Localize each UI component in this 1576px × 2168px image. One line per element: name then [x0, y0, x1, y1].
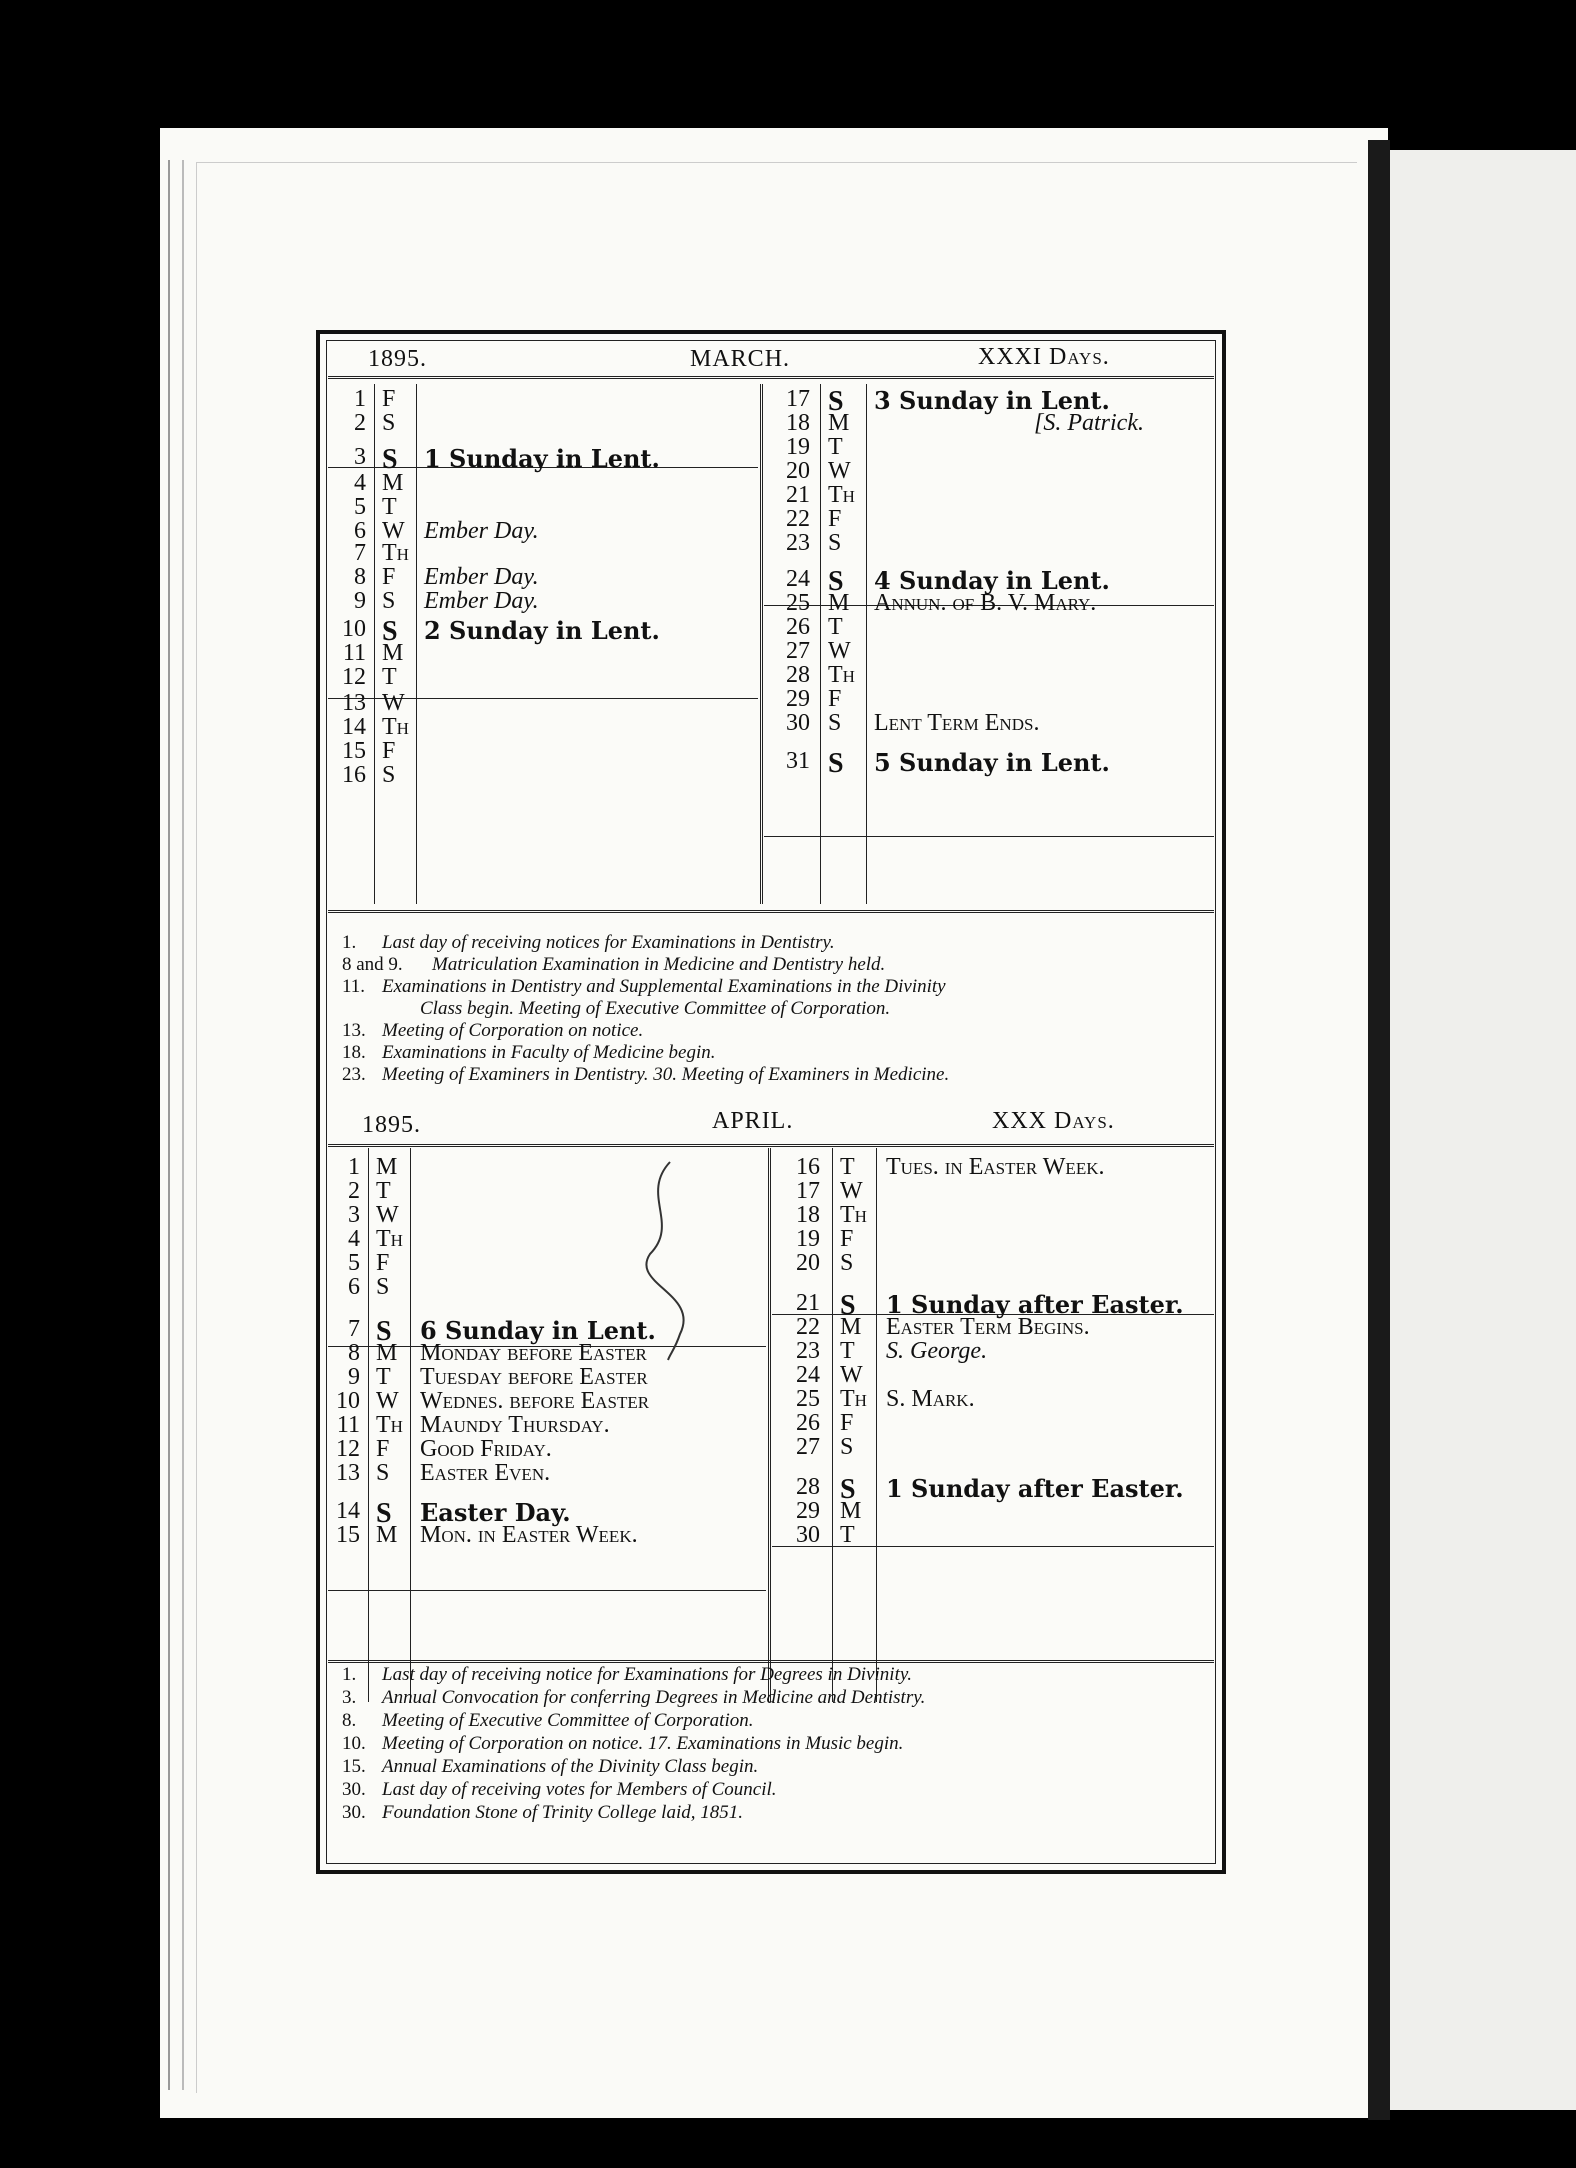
- april-day-number: 27: [796, 1434, 820, 1460]
- april-day-of-week: F: [840, 1226, 854, 1252]
- april-day-of-week: S: [376, 1498, 392, 1529]
- march-day-number: 29: [786, 686, 810, 712]
- april-note-number: 8.: [342, 1710, 357, 1731]
- march-day-of-week: T: [828, 614, 843, 640]
- march-day-of-week: S: [828, 748, 844, 779]
- april-note-number: 30.: [342, 1802, 366, 1823]
- march-header-rule: [328, 376, 1214, 379]
- april-day-number: 29: [796, 1498, 820, 1524]
- april-event: Maundy Thursday.: [420, 1412, 610, 1438]
- april-day-number: 6: [348, 1274, 360, 1300]
- april-day-number: 20: [796, 1250, 820, 1276]
- march-notes-rule: [328, 910, 1214, 913]
- book-spine: [1368, 140, 1390, 2120]
- march-event: Ember Day.: [424, 518, 539, 544]
- march-rule: [416, 384, 417, 904]
- april-day-of-week: M: [376, 1340, 398, 1366]
- march-day-of-week: F: [828, 506, 842, 532]
- march-day-number: 18: [786, 410, 810, 436]
- april-note-text: Last day of receiving notice for Examinations for Degrees in Divinity.: [382, 1664, 912, 1685]
- march-day-of-week: W: [382, 690, 405, 716]
- march-note-number: 8 and 9.: [342, 954, 403, 975]
- march-day-number: 25: [786, 590, 810, 616]
- april-day-number: 12: [336, 1436, 360, 1462]
- april-day-of-week: S: [376, 1316, 392, 1347]
- march-day-number: 22: [786, 506, 810, 532]
- april-note-text: Annual Examinations of the Divinity Class begin.: [382, 1756, 759, 1777]
- march-day-of-week: TH: [382, 714, 409, 740]
- april-day-number: 1: [348, 1154, 360, 1180]
- april-day-of-week: S: [840, 1290, 856, 1321]
- march-event: Ember Day.: [424, 564, 539, 590]
- march-event: 1 Sunday in Lent.: [424, 444, 660, 473]
- april-day-number: 11: [336, 1412, 360, 1438]
- april-note-text: Annual Convocation for conferring Degrees in Medicine and Dentistry.: [382, 1687, 926, 1708]
- march-day-number: 19: [786, 434, 810, 460]
- march-note-text: Meeting of Corporation on notice.: [382, 1020, 644, 1041]
- march-note-text: Class begin. Meeting of Executive Committee of Corporation.: [420, 998, 891, 1019]
- march-note-number: 23.: [342, 1064, 366, 1085]
- march-event: 5 Sunday in Lent.: [874, 748, 1110, 777]
- march-day-number: 11: [342, 640, 366, 666]
- april-week-rule: [328, 1590, 766, 1591]
- march-day-of-week: S: [828, 710, 842, 736]
- april-day-number: 19: [796, 1226, 820, 1252]
- march-day-number: 7: [354, 540, 366, 566]
- april-day-of-week: S: [840, 1434, 854, 1460]
- march-day-of-week: S: [828, 530, 842, 556]
- march-year: 1895.: [368, 346, 427, 372]
- april-event: Wednes. before Easter: [420, 1388, 650, 1414]
- march-day-of-week: S: [382, 410, 396, 436]
- april-day-number: 25: [796, 1386, 820, 1412]
- march-rule: [820, 384, 821, 904]
- april-day-of-week: W: [376, 1202, 399, 1228]
- april-note-number: 10.: [342, 1733, 366, 1754]
- april-day-of-week: TH: [840, 1386, 867, 1412]
- april-day-number: 3: [348, 1202, 360, 1228]
- april-event: Tues. in Easter Week.: [886, 1154, 1105, 1180]
- april-day-number: 10: [336, 1388, 360, 1414]
- april-day-number: 2: [348, 1178, 360, 1204]
- april-event: 1 Sunday after Easter.: [886, 1474, 1184, 1503]
- april-note-number: 1.: [342, 1664, 357, 1685]
- april-day-number: 21: [796, 1290, 820, 1316]
- april-day-of-week: S: [376, 1274, 390, 1300]
- march-day-number: 28: [786, 662, 810, 688]
- march-days-count: XXXI Days.: [978, 344, 1110, 370]
- april-day-of-week: F: [840, 1410, 854, 1436]
- april-note-text: Foundation Stone of Trinity College laid, 1851.: [382, 1802, 743, 1823]
- march-note-number: 1.: [342, 932, 357, 953]
- april-note-number: 3.: [342, 1687, 357, 1708]
- march-event: [S. Patrick.: [1034, 410, 1144, 436]
- april-day-number: 9: [348, 1364, 360, 1390]
- march-note-text: Examinations in Dentistry and Supplemental Examinations in the Divinity: [382, 976, 946, 997]
- march-day-number: 27: [786, 638, 810, 664]
- april-event: S. George.: [886, 1338, 988, 1364]
- march-day-number: 15: [342, 738, 366, 764]
- april-title: APRIL.: [712, 1108, 794, 1134]
- april-day-of-week: M: [376, 1522, 398, 1548]
- april-day-number: 22: [796, 1314, 820, 1340]
- april-event: Easter Day.: [420, 1498, 571, 1527]
- march-day-of-week: M: [828, 590, 850, 616]
- april-day-of-week: S: [376, 1460, 390, 1486]
- march-day-of-week: F: [828, 686, 842, 712]
- march-day-of-week: M: [828, 410, 850, 436]
- april-day-number: 13: [336, 1460, 360, 1486]
- april-day-number: 24: [796, 1362, 820, 1388]
- march-day-number: 1: [354, 386, 366, 412]
- march-event: 2 Sunday in Lent.: [424, 616, 660, 645]
- march-note-text: Examinations in Faculty of Medicine begin.: [382, 1042, 716, 1063]
- april-rule: [368, 1148, 369, 1702]
- april-rule: [410, 1148, 411, 1702]
- april-event: S. Mark.: [886, 1386, 975, 1412]
- april-notes-rule: [328, 1660, 1214, 1663]
- april-note-text: Last day of receiving votes for Members of Council.: [382, 1779, 777, 1800]
- march-day-number: 16: [342, 762, 366, 788]
- march-note-text: Meeting of Examiners in Dentistry. 30. Meeting of Examiners in Medicine.: [382, 1064, 950, 1085]
- march-center-rule: [760, 384, 763, 904]
- april-day-number: 30: [796, 1522, 820, 1548]
- april-event: Easter Even.: [420, 1460, 551, 1486]
- april-header-rule: [328, 1144, 1214, 1147]
- march-day-of-week: M: [382, 470, 404, 496]
- march-day-of-week: M: [382, 640, 404, 666]
- march-day-number: 30: [786, 710, 810, 736]
- march-day-of-week: S: [382, 762, 396, 788]
- april-event: Easter Term Begins.: [886, 1314, 1090, 1340]
- april-note-text: Meeting of Executive Committee of Corporation.: [382, 1710, 754, 1731]
- march-day-number: 31: [786, 748, 810, 774]
- march-day-of-week: S: [828, 386, 844, 417]
- april-day-of-week: T: [840, 1338, 855, 1364]
- april-rule: [832, 1148, 833, 1702]
- march-event: Ember Day.: [424, 588, 539, 614]
- april-week-rule: [772, 1546, 1214, 1547]
- march-day-of-week: F: [382, 738, 396, 764]
- march-day-number: 10: [342, 616, 366, 642]
- april-day-of-week: T: [376, 1178, 391, 1204]
- march-day-of-week: F: [382, 564, 396, 590]
- march-day-number: 26: [786, 614, 810, 640]
- march-event: Annun. of B. V. Mary.: [874, 590, 1097, 616]
- april-event: 6 Sunday in Lent.: [420, 1316, 656, 1345]
- april-day-of-week: M: [376, 1154, 398, 1180]
- march-day-number: 17: [786, 386, 810, 412]
- march-day-of-week: TH: [382, 540, 409, 566]
- march-day-of-week: S: [382, 588, 396, 614]
- april-day-number: 4: [348, 1226, 360, 1252]
- march-day-of-week: W: [382, 518, 405, 544]
- march-day-number: 24: [786, 566, 810, 592]
- april-day-of-week: TH: [376, 1412, 403, 1438]
- march-day-of-week: T: [382, 664, 397, 690]
- march-day-number: 23: [786, 530, 810, 556]
- april-day-of-week: T: [840, 1154, 855, 1180]
- march-note-number: 11.: [342, 976, 366, 997]
- march-day-of-week: TH: [828, 482, 855, 508]
- april-day-of-week: TH: [840, 1202, 867, 1228]
- april-day-number: 17: [796, 1178, 820, 1204]
- march-note-text: Last day of receiving notices for Examinations in Dentistry.: [382, 932, 835, 953]
- march-event: 4 Sunday in Lent.: [874, 566, 1110, 595]
- march-day-of-week: W: [828, 638, 851, 664]
- april-day-of-week: S: [840, 1474, 856, 1505]
- march-day-number: 12: [342, 664, 366, 690]
- march-note-number: 18.: [342, 1042, 366, 1063]
- march-day-number: 20: [786, 458, 810, 484]
- march-rule: [866, 384, 867, 904]
- april-event: Good Friday.: [420, 1436, 552, 1462]
- april-days-count: XXX Days.: [992, 1108, 1115, 1134]
- april-event: Monday before Easter: [420, 1340, 647, 1366]
- april-day-number: 26: [796, 1410, 820, 1436]
- march-day-of-week: TH: [828, 662, 855, 688]
- march-title: MARCH.: [690, 346, 791, 372]
- march-day-number: 14: [342, 714, 366, 740]
- march-rule: [374, 384, 375, 904]
- april-day-of-week: W: [840, 1362, 863, 1388]
- april-day-of-week: F: [376, 1436, 390, 1462]
- march-day-number: 4: [354, 470, 366, 496]
- april-event: Tuesday before Easter: [420, 1364, 648, 1390]
- april-day-number: 28: [796, 1474, 820, 1500]
- march-day-of-week: T: [382, 494, 397, 520]
- april-rule: [876, 1148, 877, 1702]
- march-day-number: 5: [354, 494, 366, 520]
- march-day-of-week: W: [828, 458, 851, 484]
- march-day-number: 3: [354, 444, 366, 470]
- april-note-number: 15.: [342, 1756, 366, 1777]
- march-note-number: 13.: [342, 1020, 366, 1041]
- march-day-of-week: S: [382, 616, 398, 647]
- calendar-frame: [316, 330, 1226, 1874]
- april-day-of-week: TH: [376, 1226, 403, 1252]
- april-day-of-week: T: [376, 1364, 391, 1390]
- march-day-of-week: F: [382, 386, 396, 412]
- april-day-of-week: M: [840, 1498, 862, 1524]
- april-note-text: Meeting of Corporation on notice. 17. Examinations in Music begin.: [382, 1733, 904, 1754]
- march-week-rule: [764, 836, 1214, 837]
- march-day-number: 2: [354, 410, 366, 436]
- april-day-number: 15: [336, 1522, 360, 1548]
- april-day-of-week: W: [376, 1388, 399, 1414]
- april-day-of-week: M: [840, 1314, 862, 1340]
- march-note-text: Matriculation Examination in Medicine and Dentistry held.: [432, 954, 886, 975]
- march-day-number: 13: [342, 690, 366, 716]
- april-day-number: 18: [796, 1202, 820, 1228]
- april-day-number: 5: [348, 1250, 360, 1276]
- april-event: 1 Sunday after Easter.: [886, 1290, 1184, 1319]
- march-event: 3 Sunday in Lent.: [874, 386, 1110, 415]
- april-day-number: 7: [348, 1316, 360, 1342]
- march-day-number: 9: [354, 588, 366, 614]
- page-edge: [168, 160, 184, 2090]
- april-day-number: 8: [348, 1340, 360, 1366]
- facing-page: [1390, 150, 1576, 2110]
- april-day-of-week: S: [840, 1250, 854, 1276]
- march-event: Lent Term Ends.: [874, 710, 1040, 736]
- march-day-number: 8: [354, 564, 366, 590]
- april-note-number: 30.: [342, 1779, 366, 1800]
- april-center-rule: [768, 1148, 771, 1702]
- april-day-number: 16: [796, 1154, 820, 1180]
- pencil-scribble-icon: [620, 1154, 710, 1364]
- april-year: 1895.: [362, 1112, 421, 1138]
- april-day-number: 14: [336, 1498, 360, 1524]
- march-day-of-week: S: [828, 566, 844, 597]
- april-day-of-week: T: [840, 1522, 855, 1548]
- march-day-number: 6: [354, 518, 366, 544]
- april-day-of-week: F: [376, 1250, 390, 1276]
- march-day-of-week: T: [828, 434, 843, 460]
- march-day-of-week: S: [382, 444, 398, 475]
- april-event: Mon. in Easter Week.: [420, 1522, 638, 1548]
- april-day-number: 23: [796, 1338, 820, 1364]
- march-day-number: 21: [786, 482, 810, 508]
- april-day-of-week: W: [840, 1178, 863, 1204]
